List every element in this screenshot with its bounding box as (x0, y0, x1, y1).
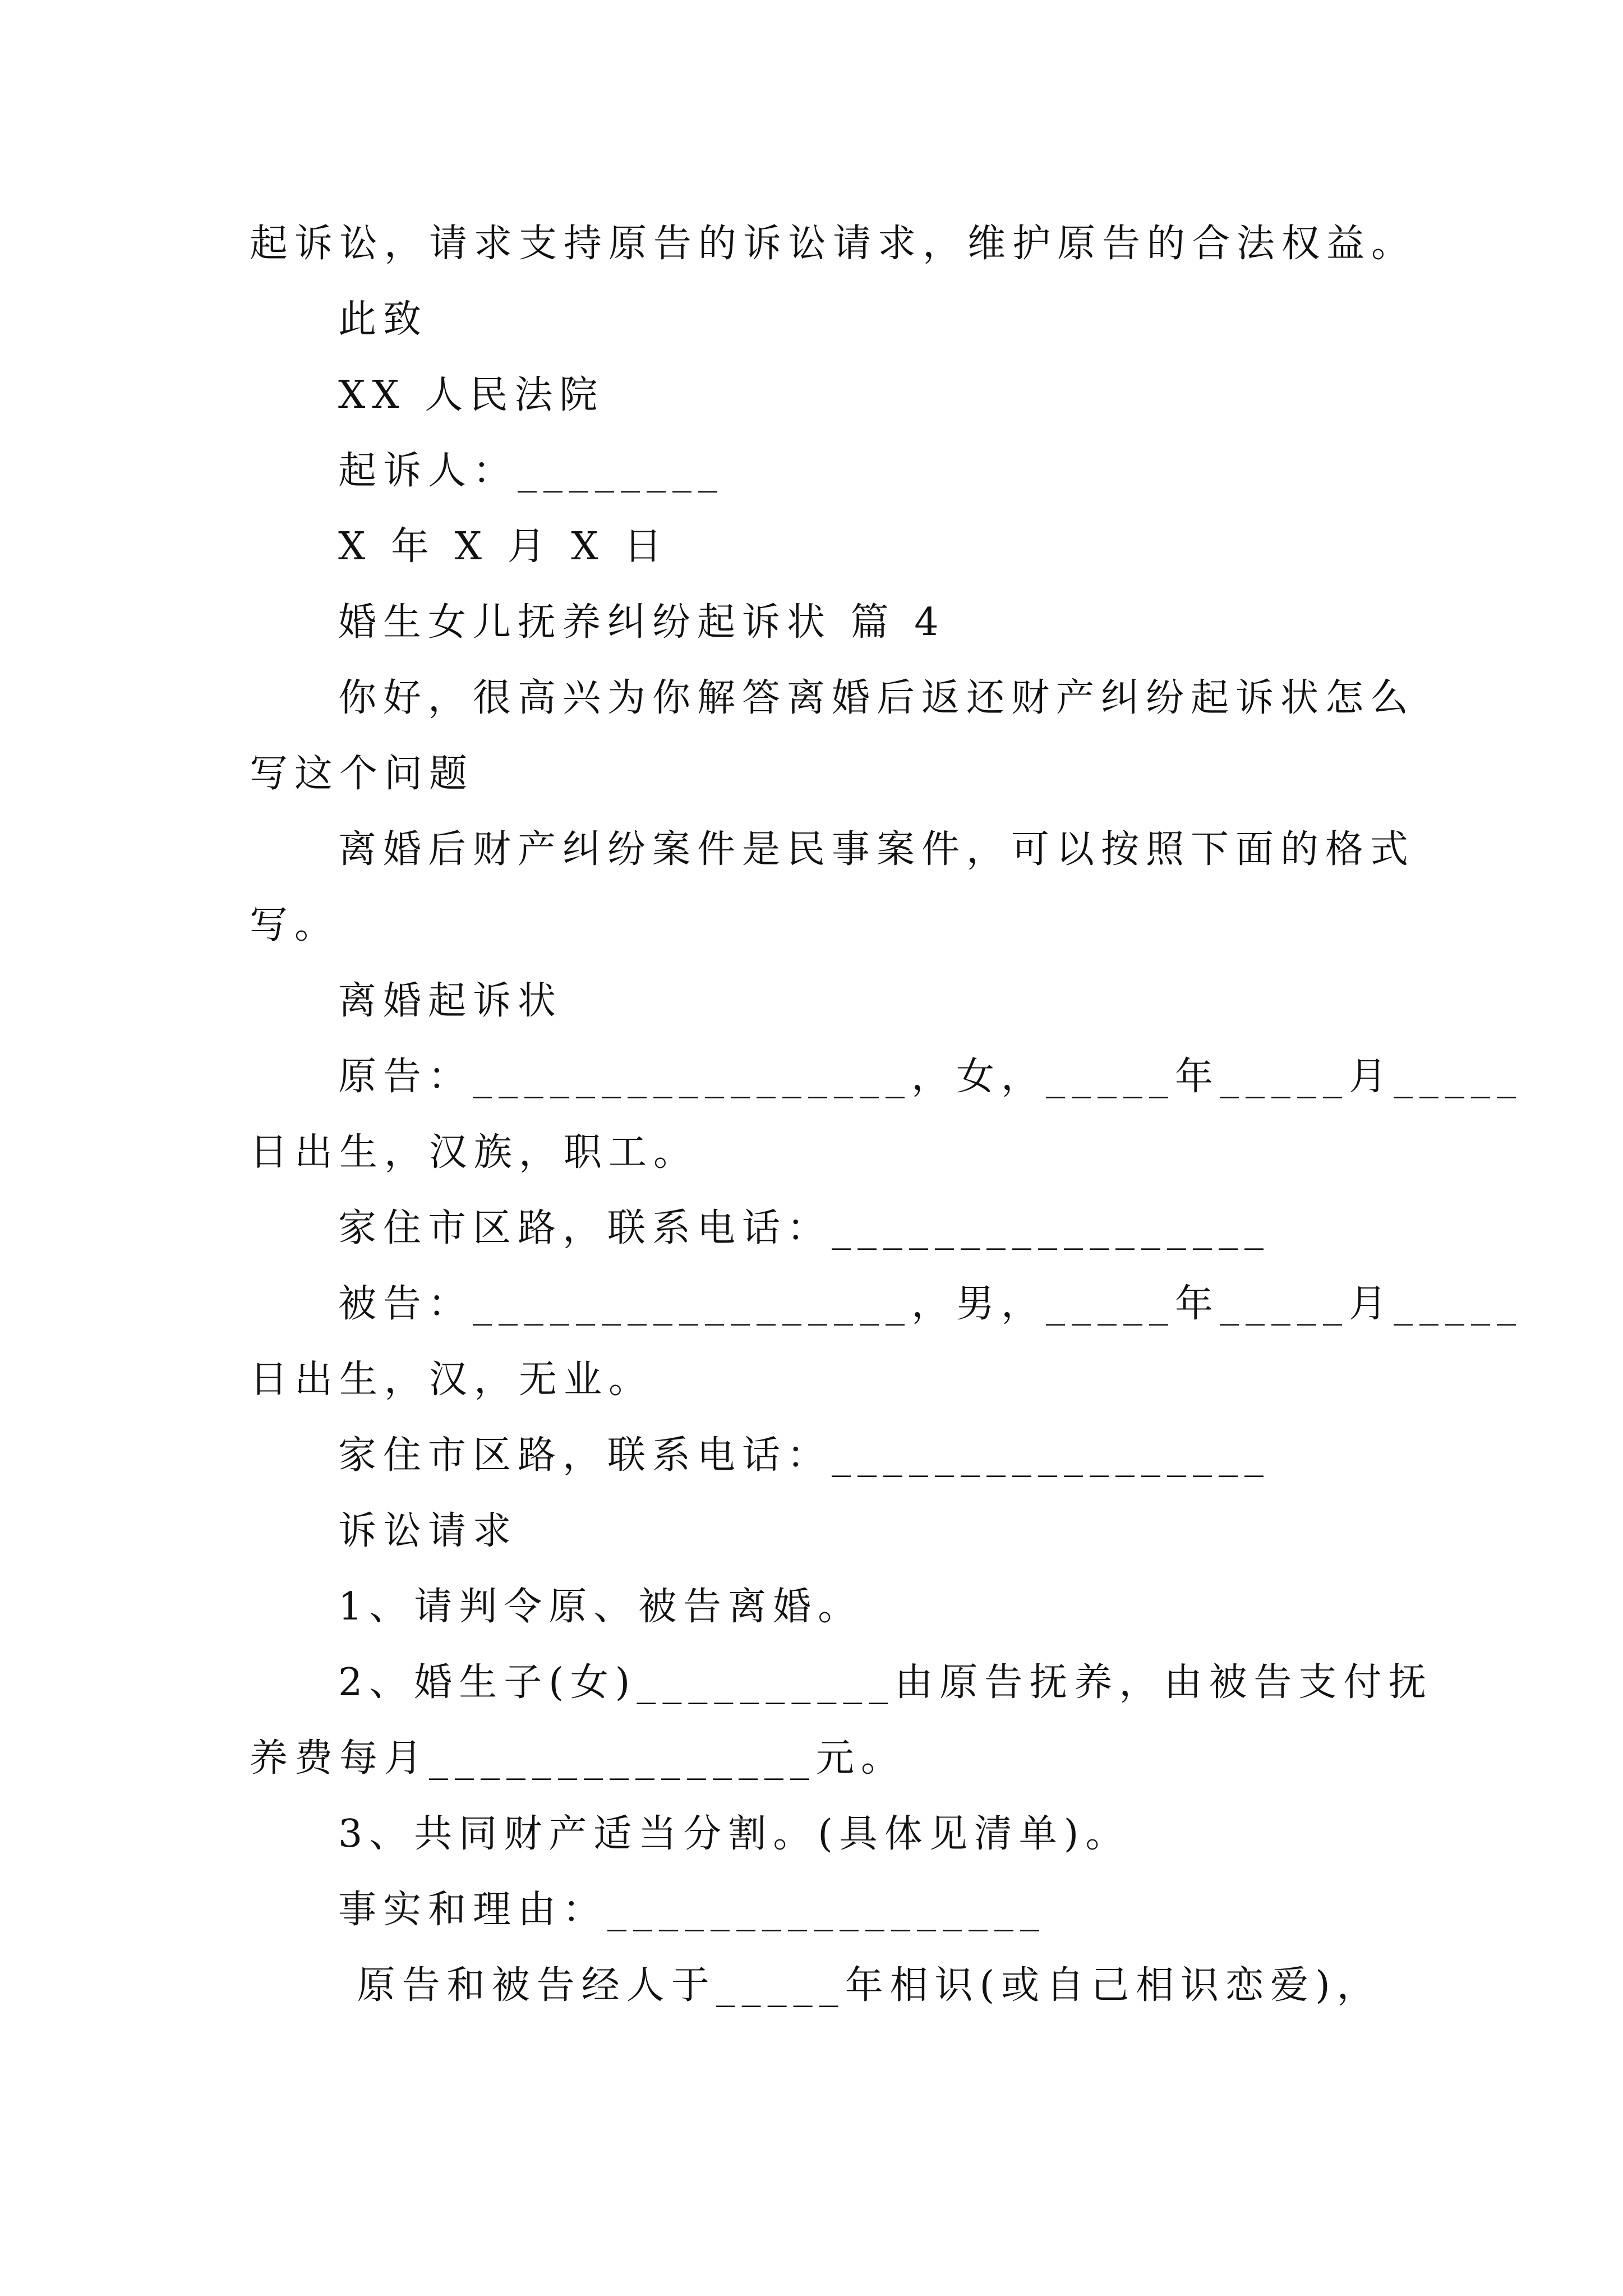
text-line: 此致 (338, 297, 428, 342)
form-line: 家住市区路，联系电话：_________________ (338, 1206, 1271, 1250)
form-line: 原告：_________________，女，_____年_____月_____ (338, 1055, 1523, 1099)
text-line: 写这个问题 (250, 752, 474, 796)
signature-line: 起诉人：________ (338, 449, 725, 493)
list-item: 3、共同财产适当分割。(具体见清单)。 (338, 1812, 1131, 1856)
text-line: 写。 (250, 903, 340, 947)
date-line: X 年 X 月 X 日 (338, 524, 669, 569)
text-line: 原告和被告经人于_____年相识(或自己相识恋爱)， (338, 1963, 1382, 2008)
form-line: 被告：_________________，男，_____年_____月_____ (338, 1282, 1523, 1326)
text-line: XX 人民法院 (338, 373, 605, 417)
text-line: 诉讼请求 (338, 1509, 518, 1553)
text-line: 日出生，汉族，职工。 (250, 1130, 699, 1175)
text-line: 你好，很高兴为你解答离婚后返还财产纠纷起诉状怎么 (338, 676, 1415, 720)
text-line: 起诉讼，请求支持原告的诉讼请求，维护原告的合法权益。 (250, 222, 1417, 266)
form-line: 事实和理由：_________________ (338, 1888, 1046, 1932)
text-line: 离婚后财产纠纷案件是民事案件，可以按照下面的格式 (338, 827, 1415, 872)
section-title: 婚生女儿抚养纠纷起诉状 篇 4 (338, 600, 946, 645)
text-line: 离婚起诉状 (338, 979, 563, 1023)
text-line: 日出生，汉，无业。 (250, 1358, 654, 1402)
text-line: 养费每月_______________元。 (250, 1736, 906, 1780)
list-item: 2、婚生子(女)__________由原告抚养，由被告支付抚 (338, 1660, 1433, 1705)
list-item: 1、请判令原、被告离婚。 (338, 1585, 863, 1629)
form-line: 家住市区路，联系电话：_________________ (338, 1433, 1271, 1478)
